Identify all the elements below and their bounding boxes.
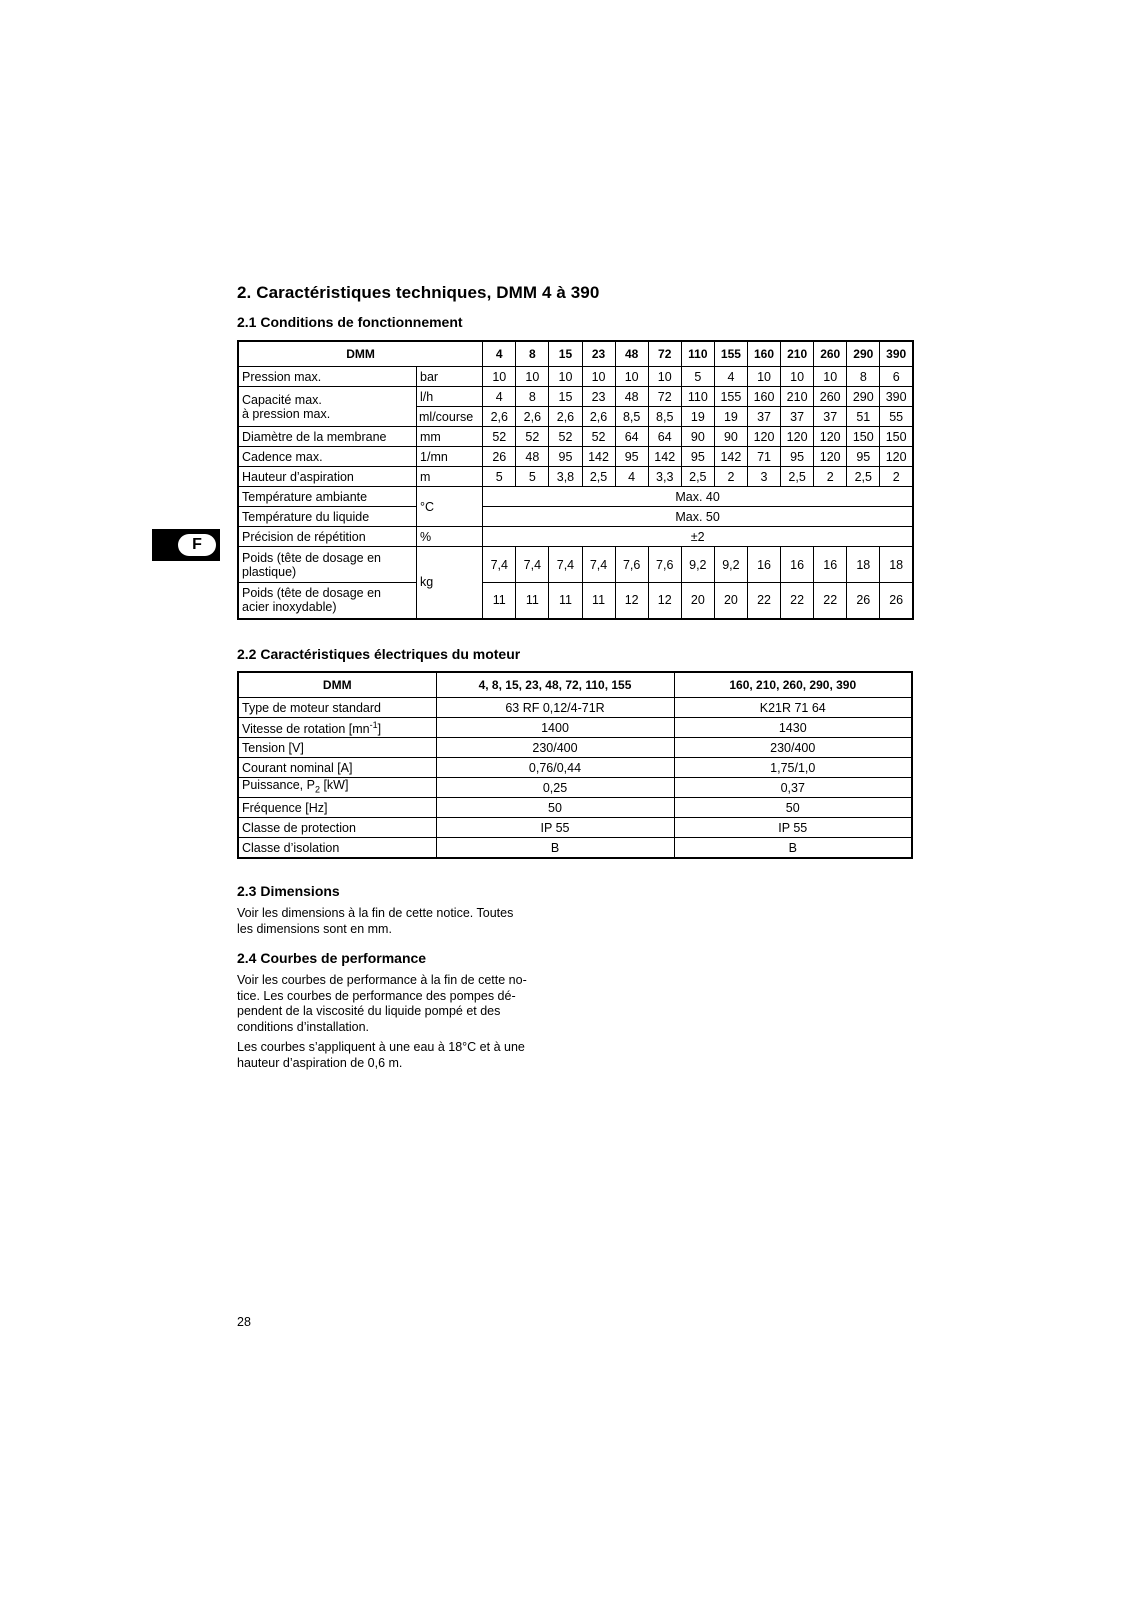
label-line: Poids (tête de dosage en [242, 550, 381, 565]
row-label [238, 387, 417, 427]
value-cell: 63 RF 0,12/4-71R [436, 698, 674, 718]
row-label [238, 718, 436, 738]
row-label [238, 778, 436, 798]
value-cell: 142 [714, 447, 747, 467]
operating-conditions-table [237, 340, 914, 620]
table-row [238, 487, 913, 507]
label-text: Vitesse de rotation [mn [242, 722, 370, 737]
value-cell: 48 [516, 447, 549, 467]
value-cell: 2,6 [582, 407, 615, 427]
value-cell: 7,4 [549, 547, 582, 583]
value-cell: 155 [714, 387, 747, 407]
text-line: les dimensions sont en mm. [237, 921, 392, 936]
label-text: [kW] [319, 778, 349, 793]
header-model: 390 [880, 341, 913, 367]
row-label [238, 838, 436, 859]
value-cell: 90 [714, 427, 747, 447]
table-row [238, 758, 912, 778]
value-cell: 0,76/0,44 [436, 758, 674, 778]
header-dmm: DMM [238, 341, 483, 367]
label-sub: 2 [314, 784, 320, 795]
row-label [238, 698, 436, 718]
value-cell: 10 [483, 367, 516, 387]
label-text: ] [377, 722, 382, 737]
value-cell: 5 [483, 467, 516, 487]
value-cell: 52 [549, 427, 582, 447]
value-cell: 120 [781, 427, 814, 447]
header-model: 155 [714, 341, 747, 367]
value-cell: 50 [436, 798, 674, 818]
header-model: 290 [847, 341, 880, 367]
value-cell: 18 [847, 547, 880, 583]
value-cell: 9,2 [714, 547, 747, 583]
value-cell: 4 [483, 387, 516, 407]
label-text: Type de moteur standard [242, 700, 381, 715]
value-cell: 3 [747, 467, 780, 487]
value-cell: 64 [615, 427, 648, 447]
value-cell: 26 [880, 583, 913, 619]
value-cell: 52 [483, 427, 516, 447]
row-label [238, 758, 436, 778]
value-cell: 9,2 [681, 547, 714, 583]
value-cell: 8 [847, 367, 880, 387]
section-heading-performance: 2.4 Courbes de performance [237, 950, 427, 966]
label-text: Classe de protection [242, 820, 356, 835]
value-cell: 7,4 [483, 547, 516, 583]
section-heading-dimensions: 2.3 Dimensions [237, 883, 340, 899]
row-label [238, 798, 436, 818]
value-cell: 16 [814, 547, 847, 583]
row-unit: 1/mn [417, 447, 483, 467]
page-title: 2. Caractéristiques techniques, DMM 4 à 390 [237, 283, 600, 302]
value-cell: 1430 [674, 718, 912, 738]
value-cell: 2,5 [847, 467, 880, 487]
row-label [238, 818, 436, 838]
value-cell: 37 [781, 407, 814, 427]
label-sup: -1 [369, 720, 378, 731]
value-cell: 15 [549, 387, 582, 407]
text-line: conditions d’installation. [237, 1019, 370, 1034]
value-cell: 22 [781, 583, 814, 619]
text-line: Voir les courbes de performance à la fin de cette no- [237, 973, 527, 987]
performance-text-1 [237, 973, 567, 1035]
language-tab-marker [152, 529, 220, 561]
header-model: 48 [615, 341, 648, 367]
table-row [238, 547, 913, 583]
row-unit: kg [417, 547, 483, 619]
value-cell: 11 [549, 583, 582, 619]
value-cell: 10 [747, 367, 780, 387]
value-cell: 150 [847, 427, 880, 447]
value-cell: 20 [714, 583, 747, 619]
header-model: 72 [648, 341, 681, 367]
value-cell: 22 [747, 583, 780, 619]
label-line: acier inoxydable) [242, 600, 337, 615]
table-row [238, 427, 913, 447]
value-cell: 1400 [436, 718, 674, 738]
value-cell: 95 [681, 447, 714, 467]
header-model: 15 [549, 341, 582, 367]
value-cell: 37 [814, 407, 847, 427]
value-cell: 5 [681, 367, 714, 387]
value-cell: 7,4 [516, 547, 549, 583]
value-cell: Max. 50 [483, 507, 913, 527]
value-cell: 23 [582, 387, 615, 407]
row-label: Température du liquide [238, 507, 417, 527]
value-cell: 10 [781, 367, 814, 387]
header-model: 4 [483, 341, 516, 367]
value-cell: 3,3 [648, 467, 681, 487]
value-cell: 16 [781, 547, 814, 583]
value-cell: 110 [681, 387, 714, 407]
table-header-row [238, 341, 913, 367]
row-unit: l/h [417, 387, 483, 407]
header-model: 260 [814, 341, 847, 367]
value-cell: 22 [814, 583, 847, 619]
value-cell: B [674, 838, 912, 859]
value-cell: 8,5 [615, 407, 648, 427]
value-cell: 12 [615, 583, 648, 619]
table-row [238, 738, 912, 758]
value-cell: 2 [880, 467, 913, 487]
table-row [238, 367, 913, 387]
value-cell: 2,6 [549, 407, 582, 427]
table-row [238, 583, 913, 619]
value-cell: 142 [582, 447, 615, 467]
value-cell: 0,37 [674, 778, 912, 798]
row-label [238, 583, 417, 619]
value-cell: 8,5 [648, 407, 681, 427]
value-cell: 64 [648, 427, 681, 447]
value-cell: 16 [747, 547, 780, 583]
value-cell: 230/400 [674, 738, 912, 758]
value-cell: 4 [714, 367, 747, 387]
value-cell: 5 [516, 467, 549, 487]
value-cell: 3,8 [549, 467, 582, 487]
value-cell: 7,6 [615, 547, 648, 583]
value-cell: 37 [747, 407, 780, 427]
table-row [238, 447, 913, 467]
value-cell: 19 [681, 407, 714, 427]
row-unit: ml/course [417, 407, 483, 427]
table-row [238, 527, 913, 547]
value-cell: 10 [582, 367, 615, 387]
row-label: Diamètre de la membrane [238, 427, 417, 447]
value-cell: 20 [681, 583, 714, 619]
label-line: à pression max. [242, 406, 331, 421]
value-cell: 71 [747, 447, 780, 467]
value-cell: K21R 71 64 [674, 698, 912, 718]
value-cell: 6 [880, 367, 913, 387]
row-label: Hauteur d’aspiration [238, 467, 417, 487]
value-cell: 120 [814, 427, 847, 447]
value-cell: 90 [681, 427, 714, 447]
value-cell: 18 [880, 547, 913, 583]
label-text: Fréquence [Hz] [242, 800, 328, 815]
value-cell: 26 [847, 583, 880, 619]
performance-text-2 [237, 1040, 567, 1071]
value-cell: 0,25 [436, 778, 674, 798]
value-cell: 7,6 [648, 547, 681, 583]
row-unit: °C [417, 487, 483, 527]
text-line: tice. Les courbes de performance des pompes dé- [237, 988, 516, 1003]
header-model: 23 [582, 341, 615, 367]
value-cell: 50 [674, 798, 912, 818]
value-cell: 2,5 [681, 467, 714, 487]
table-row [238, 387, 913, 407]
value-cell: 11 [516, 583, 549, 619]
table-row [238, 798, 912, 818]
value-cell: 10 [516, 367, 549, 387]
row-label: Cadence max. [238, 447, 417, 467]
header-model: 160 [747, 341, 780, 367]
language-tab-label: F [178, 534, 216, 556]
value-cell: ±2 [483, 527, 913, 547]
value-cell: 95 [847, 447, 880, 467]
page-number: 28 [237, 1315, 251, 1329]
value-cell: 26 [483, 447, 516, 467]
value-cell: 72 [648, 387, 681, 407]
header-model: 8 [516, 341, 549, 367]
value-cell: 260 [814, 387, 847, 407]
row-label: Température ambiante [238, 487, 417, 507]
value-cell: Max. 40 [483, 487, 913, 507]
value-cell: 52 [582, 427, 615, 447]
value-cell: 2 [814, 467, 847, 487]
value-cell: 10 [814, 367, 847, 387]
label-line: plastique) [242, 564, 297, 579]
table-row [238, 838, 912, 859]
header-model: 110 [681, 341, 714, 367]
value-cell: 10 [549, 367, 582, 387]
value-cell: 95 [615, 447, 648, 467]
text-line: pendent de la viscosité du liquide pompé et des [237, 1004, 501, 1018]
row-unit: mm [417, 427, 483, 447]
table-header-row [238, 672, 912, 698]
value-cell: 2 [714, 467, 747, 487]
label-line: Capacité max. [242, 392, 322, 407]
row-label: Précision de répétition [238, 527, 417, 547]
value-cell: 142 [648, 447, 681, 467]
value-cell: 2,5 [582, 467, 615, 487]
value-cell: 2,6 [516, 407, 549, 427]
value-cell: 4 [615, 467, 648, 487]
table-row [238, 698, 912, 718]
value-cell: 150 [880, 427, 913, 447]
table-row [238, 778, 912, 798]
value-cell: 390 [880, 387, 913, 407]
value-cell: 48 [615, 387, 648, 407]
value-cell: 1,75/1,0 [674, 758, 912, 778]
value-cell: IP 55 [674, 818, 912, 838]
value-cell: 95 [549, 447, 582, 467]
text-line: Voir les dimensions à la fin de cette notice. Toutes [237, 906, 514, 920]
value-cell: 7,4 [582, 547, 615, 583]
value-cell: 2,6 [483, 407, 516, 427]
label-text: Tension [V] [242, 740, 304, 755]
motor-electrical-table [237, 671, 913, 859]
label-text: Puissance, P [242, 778, 315, 793]
label-text: Courant nominal [A] [242, 760, 353, 775]
value-cell: 120 [814, 447, 847, 467]
header-group-small: 4, 8, 15, 23, 48, 72, 110, 155 [436, 672, 674, 698]
dimensions-text [237, 906, 567, 937]
value-cell: 95 [781, 447, 814, 467]
header-group-large: 160, 210, 260, 290, 390 [674, 672, 912, 698]
value-cell: 160 [747, 387, 780, 407]
value-cell: B [436, 838, 674, 859]
value-cell: 10 [615, 367, 648, 387]
table-row [238, 507, 913, 527]
row-label: Pression max. [238, 367, 417, 387]
value-cell: 19 [714, 407, 747, 427]
row-unit: % [417, 527, 483, 547]
value-cell: 55 [880, 407, 913, 427]
row-label [238, 547, 417, 583]
value-cell: 210 [781, 387, 814, 407]
row-unit: bar [417, 367, 483, 387]
value-cell: 2,5 [781, 467, 814, 487]
value-cell: 230/400 [436, 738, 674, 758]
section-heading-electrical: 2.2 Caractéristiques électriques du moteur [237, 646, 521, 662]
table-row [238, 467, 913, 487]
table-row [238, 818, 912, 838]
value-cell: 51 [847, 407, 880, 427]
value-cell: 10 [648, 367, 681, 387]
text-line: Les courbes s’appliquent à une eau à 18°C et à une [237, 1040, 525, 1054]
value-cell: 290 [847, 387, 880, 407]
value-cell: 52 [516, 427, 549, 447]
value-cell: 12 [648, 583, 681, 619]
text-line: hauteur d’aspiration de 0,6 m. [237, 1055, 403, 1070]
label-line: Poids (tête de dosage en [242, 586, 381, 601]
value-cell: 120 [880, 447, 913, 467]
section-heading-conditions: 2.1 Conditions de fonctionnement [237, 314, 463, 330]
value-cell: 11 [483, 583, 516, 619]
value-cell: 120 [747, 427, 780, 447]
header-dmm: DMM [238, 672, 436, 698]
row-unit: m [417, 467, 483, 487]
row-label [238, 738, 436, 758]
value-cell: IP 55 [436, 818, 674, 838]
header-model: 210 [781, 341, 814, 367]
table-row [238, 718, 912, 738]
value-cell: 11 [582, 583, 615, 619]
value-cell: 8 [516, 387, 549, 407]
label-text: Classe d’isolation [242, 840, 340, 855]
